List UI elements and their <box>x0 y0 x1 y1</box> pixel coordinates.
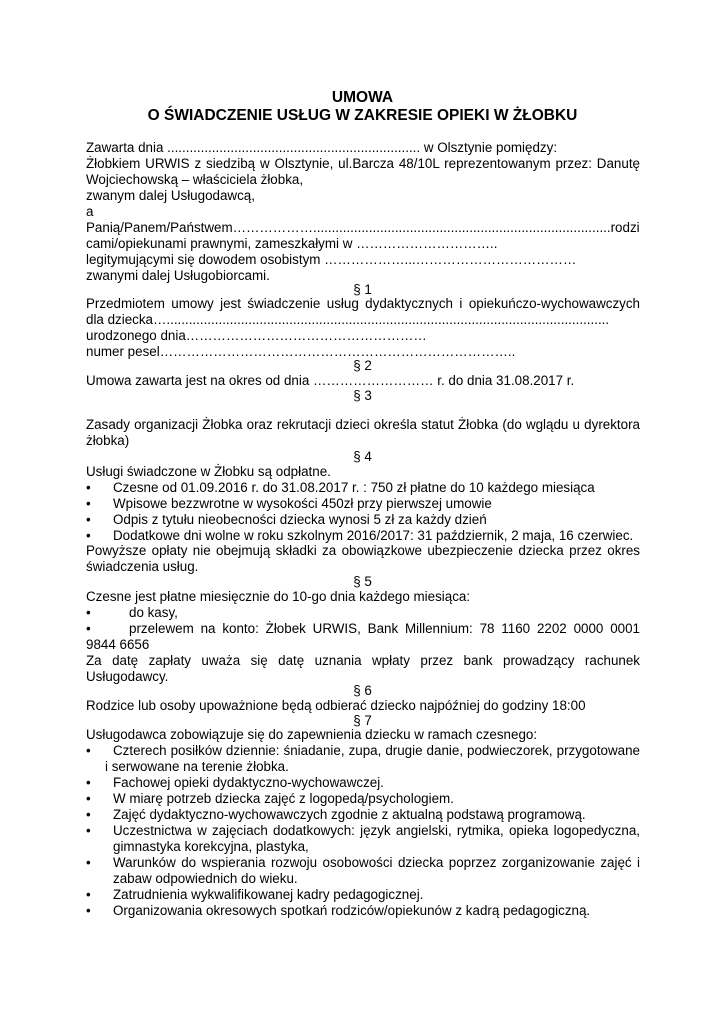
intro-line: Panią/Panem/Państwem………………................................................................................rodzi <box>86 220 640 235</box>
intro-line: zwanym dalej Usługodawcą, <box>86 188 255 203</box>
section-line: Usługi świadczone w Żłobku są odpłatne. <box>86 464 331 479</box>
list-item-continuation: 9844 6656 <box>86 637 150 652</box>
bullet-icon: • <box>86 823 91 838</box>
bullet-icon: • <box>86 855 91 870</box>
list-item: Dodatkowe dni wolne w roku szkolnym 2016/2017: 31 październik, 2 maja, 16 czerwiec. <box>113 528 634 543</box>
list-item: Zatrudnienia wykwalifikowanej kadry pedagogicznej. <box>113 887 424 902</box>
list-item: Odpis z tytułu nieobecności dziecka wynosi 5 zł za każdy dzień <box>113 512 487 527</box>
bullet-icon: • <box>86 605 91 620</box>
section-heading: § 2 <box>353 358 372 373</box>
section-line: żłobka) <box>86 433 130 448</box>
list-item: Fachowej opieki dydaktyczno-wychowawczej. <box>113 775 384 790</box>
list-item-continuation: zabaw odpowiednich do wieku. <box>113 871 298 886</box>
bullet-icon: • <box>86 512 91 527</box>
bullet-icon: • <box>86 496 91 511</box>
section-line: Umowa zawarta jest na okres od dnia ……………………… r. do dnia 31.08.2017 r. <box>86 373 575 388</box>
bullet-icon: • <box>86 903 91 918</box>
document-title: UMOWA <box>331 89 394 106</box>
section-line: Zasady organizacji Żłobka oraz rekrutacji dzieci określa statut Żłobka (do wglądu u dyrektora <box>86 417 640 432</box>
list-item: Uczestnictwa w zajęciach dodatkowych: język angielski, rytmika, opieka logopedyczna, <box>113 823 640 838</box>
list-item-continuation: gimnastyka korekcyjna, plastyka, <box>113 839 309 854</box>
section-heading: § 6 <box>353 683 372 698</box>
section-line: Usługodawcy. <box>86 669 169 684</box>
intro-line: zwanymi dalej Usługobiorcami. <box>86 268 270 283</box>
intro-line: cami/opiekunami prawnymi, zameszkałymi w ………………………….. <box>86 236 498 251</box>
list-item: przelewem na konto: Żłobek URWIS, Bank Millennium: 78 1160 2202 0000 0001 <box>129 621 640 636</box>
document-subtitle: O ŚWIADCZENIE USŁUG W ZAKRESIE OPIEKI W ŻŁOBKU <box>147 107 578 124</box>
bullet-icon: • <box>86 743 91 758</box>
section-heading: § 3 <box>353 388 372 403</box>
section-line: Czesne jest płatne miesięcznie do 10-go dnia każdego miesiąca: <box>86 589 471 604</box>
section-line: Przedmiotem umowy jest świadczenie usług dydaktycznych i opiekuńczo-wychowawczych <box>86 296 640 311</box>
list-item: Zajęć dydaktyczno-wychowawczych zgodnie z aktualną podstawą programową. <box>113 807 586 822</box>
list-item: Organizowania okresowych spotkań rodziców/opiekunów z kadrą pedagogiczną. <box>113 903 591 918</box>
list-item: Czesne od 01.09.2016 r. do 31.08.2017 r. : 750 zł płatne do 10 każdego miesiąca <box>113 480 595 495</box>
section-line: Usługodawca zobowiązuje się do zapewnienia dziecku w ramach czesnego: <box>86 727 538 742</box>
intro-line: Zawarta dnia .................................................................... w Olsztynie pomiędzy: <box>86 140 558 155</box>
section-heading: § 5 <box>353 574 372 589</box>
section-line: Rodzice lub osoby upoważnione będą odbierać dziecko najpóźniej do godziny 18:00 <box>86 698 586 713</box>
list-item: Wpisowe bezzwrotne w wysokości 450zł przy pierwszej umowie <box>113 496 492 511</box>
bullet-icon: • <box>86 528 91 543</box>
intro-line: Żłobkiem URWIS z siedzibą w Olsztynie, ul.Barcza 48/10L reprezentowanym przez: Danutę <box>86 156 640 171</box>
list-item: Warunków do wspierania rozwoju osobowości dziecka poprzez zorganizowanie zajęć i <box>113 855 640 870</box>
bullet-icon: • <box>86 480 91 495</box>
list-item-continuation: i serwowane na terenie żłobka. <box>105 759 289 774</box>
list-item: W miarę potrzeb dziecka zajęć z logopedą/psychologiem. <box>113 791 454 806</box>
intro-line: a <box>86 204 94 219</box>
section-line: Powyższe opłaty nie obejmują składki za obowiązkowe ubezpieczenie dziecka przez okres <box>86 543 640 558</box>
bullet-icon: • <box>86 807 91 822</box>
section-heading: § 1 <box>353 282 372 297</box>
section-line: dla dziecka…....................................................................................................................... <box>86 312 610 327</box>
section-line: świadczenia usług. <box>86 559 199 574</box>
bullet-icon: • <box>86 887 91 902</box>
bullet-icon: • <box>86 791 91 806</box>
list-item: do kasy, <box>129 605 178 620</box>
section-line: numer pesel…………………………………………………………………….. <box>86 344 516 359</box>
intro-line: Wojciechowską – właściciela żłobka, <box>86 172 304 187</box>
intro-line: legitymującymi się dowodem osobistym ………………...……………………………… <box>86 252 577 267</box>
section-line: urodzonego dnia……………………………………………… <box>86 328 427 343</box>
bullet-icon: • <box>86 621 91 636</box>
section-heading: § 4 <box>353 449 372 464</box>
section-heading: § 7 <box>353 713 372 728</box>
bullet-icon: • <box>86 775 91 790</box>
list-item: Czterech posiłków dziennie: śniadanie, zupa, drugie danie, podwieczorek, przygotowane <box>113 743 640 758</box>
section-line: Za datę zapłaty uważa się datę uznania wpłaty przez bank prowadzący rachunek <box>86 653 640 668</box>
